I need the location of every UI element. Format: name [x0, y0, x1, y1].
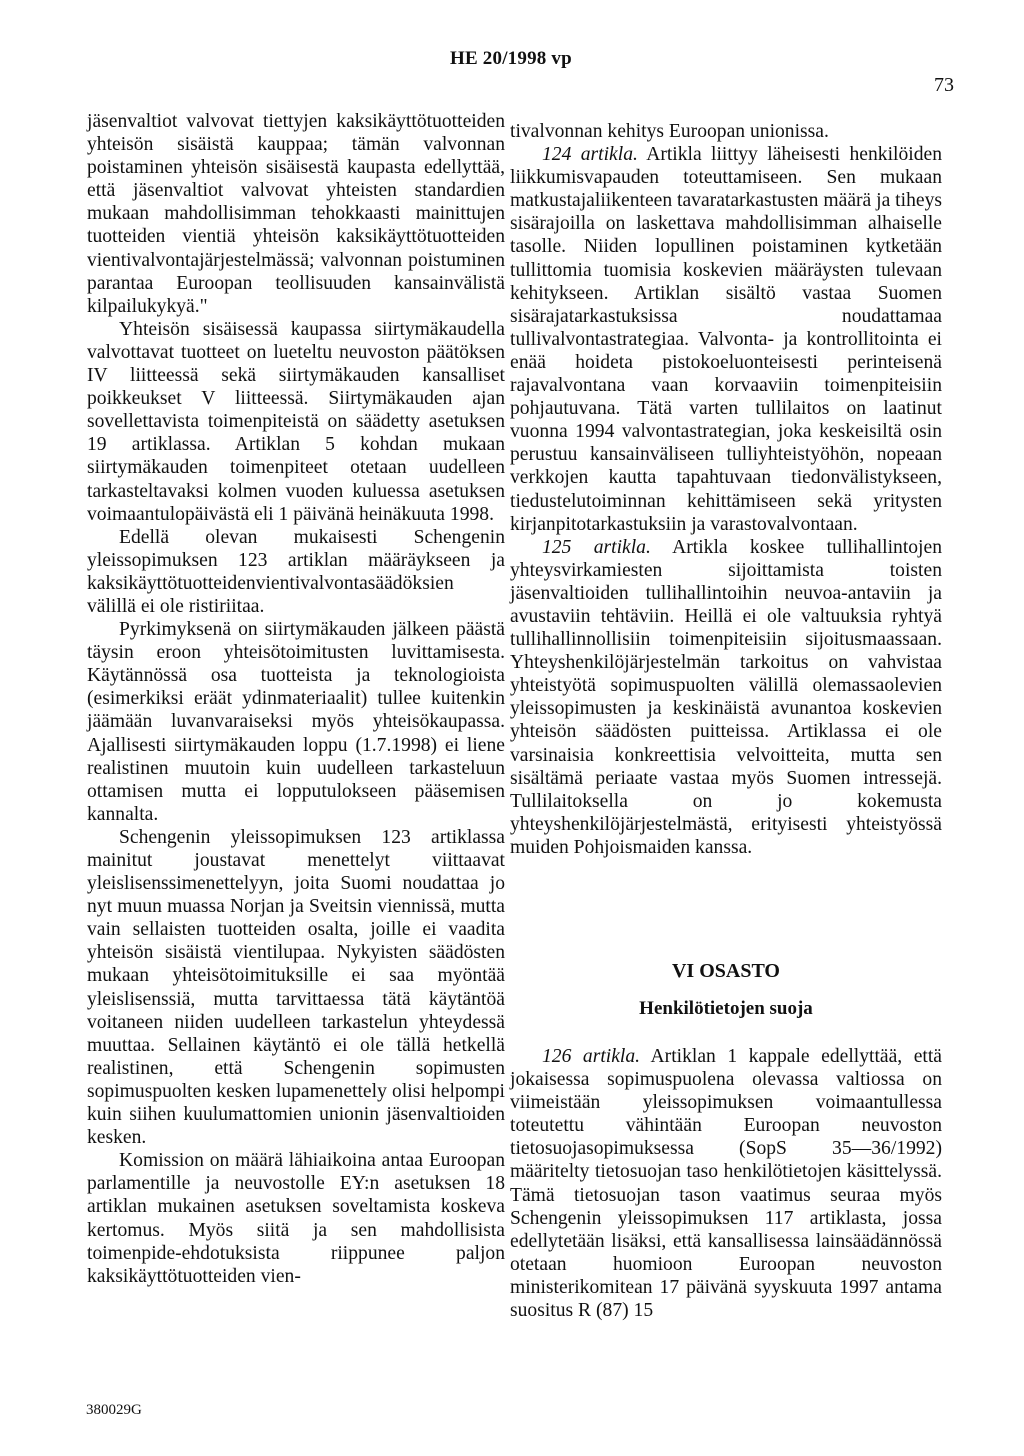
paragraph-text: tivalvonnan kehitys Euroopan unionissa.	[510, 121, 829, 142]
paragraph	[510, 1045, 942, 1322]
section-title: VI OSASTO	[671, 960, 780, 982]
paragraph: jäsenvaltiot valvovat tiettyjen kaksikäyttötuotteiden yhteisön sisäistä kauppaa; tämän valvonnan poistaminen yhteisön sisäisestä kaupasta edellyttää, että jäsenvaltiot valvovat yhteisten standardien mukaan mahdollisimman tehokkaasti mainittujen tuotteiden vientiä yhteisön kaksikäyttötuotteiden vientivalvontajärjestelmässä; valvonnan poistuminen parantaa Euroopan teollisuuden kansainvälistä kilpailukykyä."	[87, 111, 505, 317]
paragraph-text: Artikla liittyy läheisesti henkilöiden liikkumisvapauden toteuttamiseen. Sen mukaan matkustajaliikenteen tavaratarkastusten määrä ja tiheys sisärajoilla on laskettava mahdollisimman alhaiselle tasolle. Niiden lopullinen poistaminen kytketään tullittomia tuomisia koskevien määräysten tulevaan kehitykseen. Artiklan sisältö vastaa Suomen sisärajatarkastuksissa noudattamaa tullivalvontastrategiaa. Valvonta- ja kontrollitointa ei enää hoideta pistokoeluonteisesti perinteisenä rajavalvontana vaan korvaaviin toimenpiteisiin pohjautuvana. Tätä varten tullilaitos on laatinut vuonna 1994 valvontastrategian, joka keskeisiltä osin perustuu kansainväliseen tulliyhteistyöhön, nopeaan verkkojen kautta tapahtuvaan tiedonvälistykseen, tiedustelutoiminnan kehittämiseen sekä yritysten kirjanpitotarkastuksiin ja varastovalvontaan.	[510, 144, 942, 535]
paragraph: Schengenin yleissopimuksen 123 artiklassa mainitut joustavat menettelyt viittaavat yleislisenssimenettelyyn, joita Suomi noudattaa jo nyt muun muassa Norjan ja Sveitsin viennissä, mutta vain sellaisten tuotteiden osalta, joille ei vaadita yhteisön sisäistä vientilupaa. Nykyisten säädösten mukaan yhteisötoimituksille ei saa myöntää yleislisenssiä, mutta tarvittaessa tätä käytäntöä voitaneen niiden uudelleen tarkastelun yhteydessä muuttaa. Sellainen käytäntö ei ole tällä hetkellä realistinen, että Schengenin sopimusten sopimuspuolten kesken lupamenettely olisi helpompi kuin siihen kuulumattomien unionin jäsenvaltioiden kesken.	[87, 826, 505, 1149]
page-number: 73	[934, 74, 954, 96]
paragraph: Edellä olevan mukaisesti Schengenin yleissopimuksen 123 artiklan määräykseen ja kaksikäyttötuotteidenvientivalvontasäädöksien välillä ei ole ristiriitaa.	[87, 526, 505, 617]
paragraph: Yhteisön sisäisessä kaupassa siirtymäkaudella valvottavat tuotteet on lueteltu neuvoston päätöksen IV liitteessä sekä siirtymäkauden kansalliset poikkeukset V liitteessä. Siirtymäkauden ajan sovellettavista toimenpiteistä on säädetty asetuksen 19 artiklassa. Artiklan 5 kohdan mukaan siirtymäkauden toimenpiteet otetaan uudelleen tarkasteltavaksi kolmen vuoden kuluessa asetuksen voimaantulopäivästä eli 1 päivänä heinäkuuta 1998.	[87, 318, 505, 525]
paragraph	[510, 143, 942, 536]
paragraph	[510, 536, 942, 859]
right-column-bottom	[510, 1045, 942, 1322]
left-column	[87, 110, 505, 1288]
document-code: 380029G	[86, 1402, 142, 1418]
right-column	[510, 120, 942, 859]
paragraph-text: Artiklan 1 kappale edellyttää, että jokaisessa sopimuspuolena olevassa valtiossa on viimeistään yleissopimuksen voimaantullessa toteutettu vähintään Euroopan neuvoston tietosuojasopimuksessa (SopS 35—36/1992) määritelty tietosuojan taso henkilötietojen käsittelyssä. Tämä tietosuojan tason vaatimus seuraa myös Schengenin yleissopimuksen 117 artiklasta, jossa edellytetään lisäksi, että kansallisessa lainsäädännössä otetaan huomioon Euroopan neuvoston ministerikomitean 17 päivänä syyskuuta 1997 antama suositus R (87) 15	[510, 1046, 942, 1322]
paragraph: Komission on määrä lähiaikoina antaa Euroopan parlamentille ja neuvostolle EY:n asetuksen 18 artiklan mukainen asetuksen soveltamista koskeva kertomus. Myös siitä ja sen mahdollisista toimenpide-ehdotuksista riippunee paljon kaksikäyttötuotteiden vien-	[87, 1150, 505, 1287]
section-subtitle: Henkilötietojen suoja	[639, 998, 813, 1019]
paragraph	[510, 120, 942, 143]
article-label: 125 artikla.	[542, 536, 651, 558]
article-label: 126 artikla.	[542, 1046, 641, 1067]
paragraph-text: Artikla koskee tullihallintojen yhteysvirkamiesten sijoittamista toisten jäsenvaltioiden tullihallintoihin neuvoa-antaviin ja avustaviin tehtäviin. Heillä ei ole valtuuksia ryhtyä tullihallinnollisiin toimenpiteisiin sijoitusmaassaan. Yhteyshenkilöjärjestelmän tarkoitus on vahvistaa yhteistyötä sopimuspuolten välillä olemassaolevien yleissopimusten ja keskinäistä avunantoa koskevien yhteisön säädösten puitteissa. Artiklassa ei ole varsinaisia konkreettisia velvoitteita, mutta sen sisältämä periaate vastaa myös Suomen intressejä. Tullilaitoksella on jo kokemusta yhteyshenkilöjärjestelmästä, erityisesti yhteistyössä muiden Pohjoismaiden kanssa.	[510, 536, 942, 858]
paragraph: Pyrkimyksenä on siirtymäkauden jälkeen päästä täysin eroon yhteisötoimitusten luvittamisesta. Käytännössä osa tuotteista ja teknologioista (esimerkiksi eräät ydinmateriaalit) tullee kuitenkin jäämään luvanvaraiseksi myös yhteisökaupassa. Ajallisesti siirtymäkauden loppu (1.7.1998) ei liene realistinen muutoin kuin uudelleen tarkasteluun ottamisen mutta ei lopputulokseen pääsemisen kannalta.	[87, 619, 505, 825]
article-label: 124 artikla.	[542, 144, 638, 166]
document-header: HE 20/1998 vp	[450, 48, 572, 69]
